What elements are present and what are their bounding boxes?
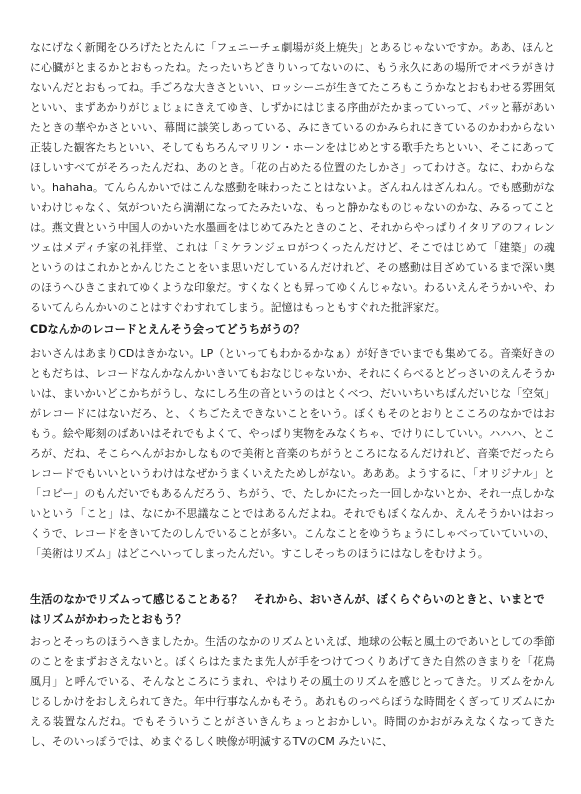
body-paragraph: おっとそっちのほうへきましたか。生活のなかのリズムといえば、地球の公転と風土のであいとしての季節のことをまずおさえないと。ぼくらはたまたま先人が手をつけてつくりあげてきた自然のきまりを「花鳥風月」と呼んでいる、そんなところにうまれ、やはりその風土のリズムを感じとってきた。リズムをかんじるしかけをおしえられてきた。年中行事なんかもそう。あれものっぺらぼうな時間をくぎってリズムにかえる装置なんだね。でもそういうことがさいきんちょっとおかしい。時間のかおがみえなくなってきたし、そのいっぽうでは、めまぐるしく映像が明滅するTVのCM みたいに、 (30, 635, 555, 748)
body-paragraph: なにげなく新聞をひろげたとたんに「フェニーチェ劇場が炎上焼失」とあるじゃないですか。ああ、ほんとに心臓がとまるかとおもったね。たったいちどきりいってないのに、もう永久にあの場所でオペラがきけないんだとおもってね。手ごろな大きさといい、ロッシーニが生きてたころもこうかなとおもわせる雰囲気といい、まずあかりがじょじょにきえてゆき、しずかにはじまる序曲がたかまっていって、パッと幕があいたときの華やかさといい、幕間に談笑しあっている、みにきているのかみられにきているのかわからない正装した観客たちといい、そしてもちろんマリリン・ホーンをはじめとする歌手たちといい、そこにあってほしいすべてがそろったんだね、あのとき。「花の占めたる位置のたしかさ」ってわけさ。なに、わからない。hahaha。てんらんかいではこんな感動を味わったことはないよ。ざんねんはざんねん。でも感動がないわけじゃなく、気がついたら満潮になってたみたいな、もっと静かなものじゃないのかな、みるってことは。燕文貴という中国人のかいた水墨画をはじめてみたときのこと、それからやっぱりイタリアのフィレンツェはメディチ家の礼拝堂、これは「ミケランジェロがつくったんだけど、そこではじめて「建築」の魂 というのはこれかとかんじたことをいま思いだしているんだけれど、その感動は目ざめているまで深い奥のほうへひきこまれてゆくような印象だ。すくなくとも昇ってゆくんじゃない。わるいえんそうかいや、わるいてんらんかいのことはすぐわすれてしまう。記憶はもっともすぐれた批評家だ。 (30, 41, 555, 314)
body-paragraph: おいさんはあまりCDはきかない。LP（といってもわかるかなぁ）が好きでいまでも集めてる。音楽好きのともだちは、レコードなんかなんかいきいてもおなじじゃないか、それにくらべるとどっさいのえんそうかいは、まいかいどこかちがうし、なにしろ生の音というのはとくべつ、だいいちいちばんだいじな「空気」がレコードにはないだろ、と、くちごたえできないことをいう。ぼくもそのとおりとこころのなかではおもう。絵や彫刻のばあいはそれでもよくて、やっぱり実物をみなくちゃ、でけりにしていい。ハハハ、ところが、だね、そこらへんがおかしなもので美術と音楽のちがうところになるんだけれど、音楽でだったらレコードでもいいというわけはなぜかうまくいえたためしがない。あああ。ようするに、「オリジナル」と「コピー」のもんだいでもあるんだろう、ちがう、で、たしかにたった一回しかないとか、それ一点しかないという「こと」は、なにか不思議なことではあるんだよね。それでもぼくなんか、えんそうかいはおっくうで、レコードをきいてたのしんでいることが多い。こんなことをゆうちょうにしゃべっていていいの、「美術はリズム」はどこへいってしまったんだい。すこしそっちのほうにはなしをむけよう。 (30, 347, 555, 560)
section-heading: 生活のなかでリズムって感じることある？ それから、おいさんが、ぼくらぐらいのときと、いまとではリズムがかわったとおもう？ (30, 593, 545, 626)
section-heading: CDなんかのレコードとえんそう会ってどうちがうの？ (30, 323, 305, 336)
